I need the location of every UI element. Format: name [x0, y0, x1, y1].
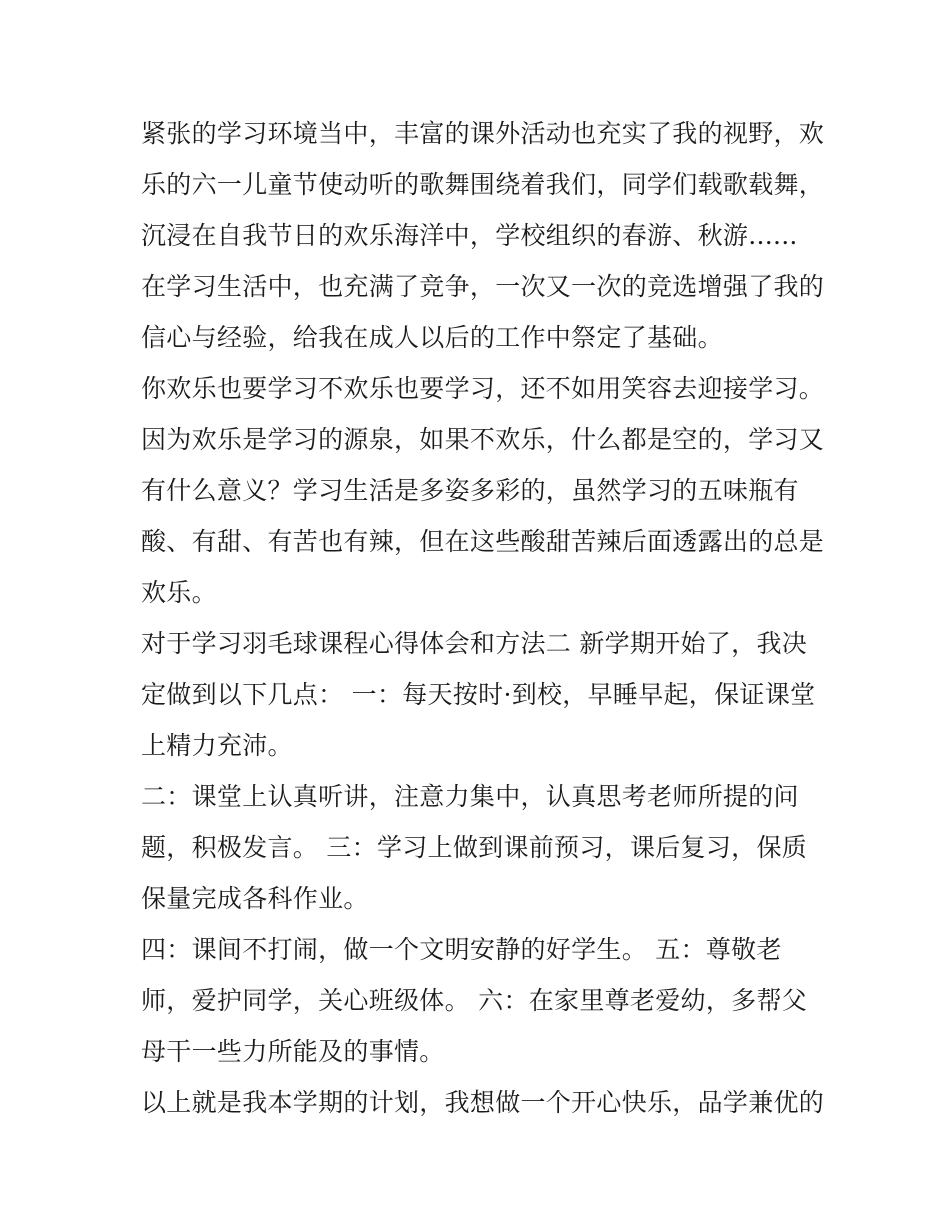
text-line: 母干一些力所能及的事情。 — [141, 1037, 445, 1066]
text-line: 有什么意义？学习生活是多姿多彩的，虽然学习的五味瓶有 — [141, 476, 799, 505]
text-line: 定做到以下几点： 一：每天按时·到校，早睡早起，保证课堂 — [141, 680, 816, 709]
text-line: 四：课间不打闹，做一个文明安静的好学生。 五：尊敬老 — [141, 935, 782, 964]
text-line: 紧张的学习环境当中，丰富的课外活动也充实了我的视野，欢 — [141, 119, 825, 148]
text-line: 二：课堂上认真听讲，注意力集中，认真思考老师所提的问 — [141, 782, 799, 811]
text-line: 对于学习羽毛球课程心得体会和方法二 新学期开始了，我决 — [141, 629, 808, 658]
text-line: 题，积极发言。 三：学习上做到课前预习，课后复习，保质 — [141, 833, 808, 862]
text-line: 以上就是我本学期的计划，我想做一个开心快乐，品学兼优的 — [141, 1088, 825, 1117]
text-line: 上精力充沛。 — [141, 731, 293, 760]
text-line: 在学习生活中，也充满了竞争，一次又一次的竞选增强了我的 — [141, 272, 825, 301]
text-line: 你欢乐也要学习不欢乐也要学习，还不如用笑容去迎接学习。 — [141, 374, 825, 403]
text-line: 沉浸在自我节日的欢乐海洋中，学校组织的春游、秋游...... — [141, 221, 798, 250]
document-body — [141, 108, 825, 1128]
text-line: 保量完成各科作业。 — [141, 884, 369, 913]
text-line: 信心与经验，给我在成人以后的工作中祭定了基础。 — [141, 323, 723, 352]
text-line: 欢乐。 — [141, 578, 217, 607]
text-line: 酸、有甜、有苦也有辣，但在这些酸甜苦辣后面透露出的总是 — [141, 527, 825, 556]
text-line: 因为欢乐是学习的源泉，如果不欢乐，什么都是空的，学习又 — [141, 425, 825, 454]
text-line: 乐的六一儿童节使动听的歌舞围绕着我们，同学们载歌载舞， — [141, 170, 825, 199]
text-line: 师，爱护同学，关心班级体。 六：在家里尊老爱幼，多帮父 — [141, 986, 808, 1015]
